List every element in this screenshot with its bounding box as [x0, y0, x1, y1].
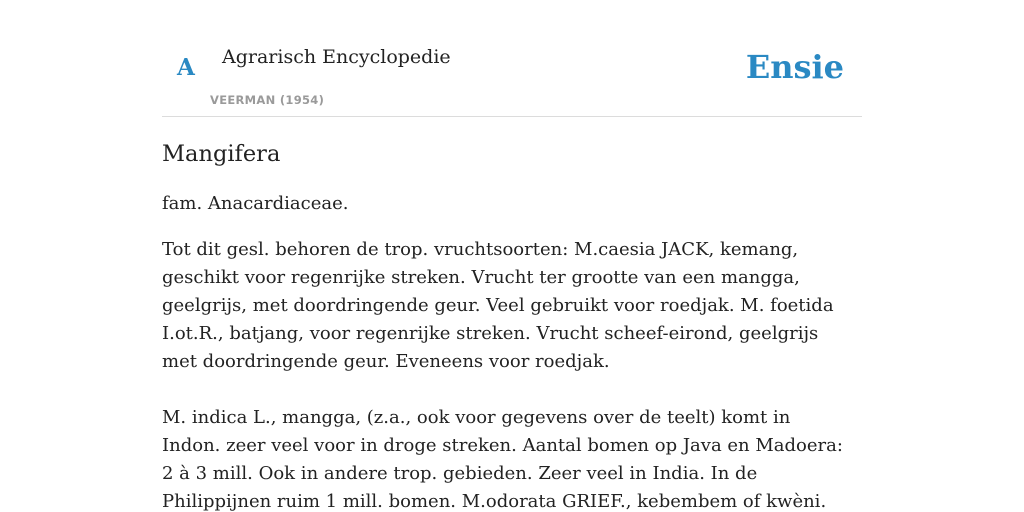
source-logo-letter: A: [177, 54, 195, 81]
page-title: Mangifera: [162, 141, 281, 167]
source-header: [162, 0, 862, 117]
source-title[interactable]: Agrarisch Encyclopedie: [222, 46, 451, 68]
source-author-year: VEERMAN (1954): [210, 93, 325, 107]
article-paragraph: Tot dit gesl. behoren de trop. vruchtsoorten: M.caesia JACK, kemang, geschikt voor regenrijke streken. Vrucht ter grootte van een mangga, geelgrijs, met doordringende geur. Veel gebruikt voor roedjak. M. foetida I.ot.R., batjang, voor regenrijke streken. Vrucht scheef-eirond, geelgrijs met doordringende geur. Eveneens voor roedjak.: [162, 239, 834, 372]
article-body: [162, 138, 852, 512]
family-line: fam. Anacardiaceae.: [162, 193, 349, 214]
brand-logo[interactable]: Ensie: [745, 48, 844, 86]
article-paragraph: M. indica L., mangga, (z.a., ook voor gegevens over de teelt) komt in Indon. zeer veel voor in droge streken. Aantal bomen op Java en Madoera: 2 à 3 mill. Ook in andere trop. gebieden. Zeer veel in India. In de Philippijnen ruim 1 mill. bomen. M.odorata GRIEF., kebembem of kwèni.: [162, 407, 843, 512]
